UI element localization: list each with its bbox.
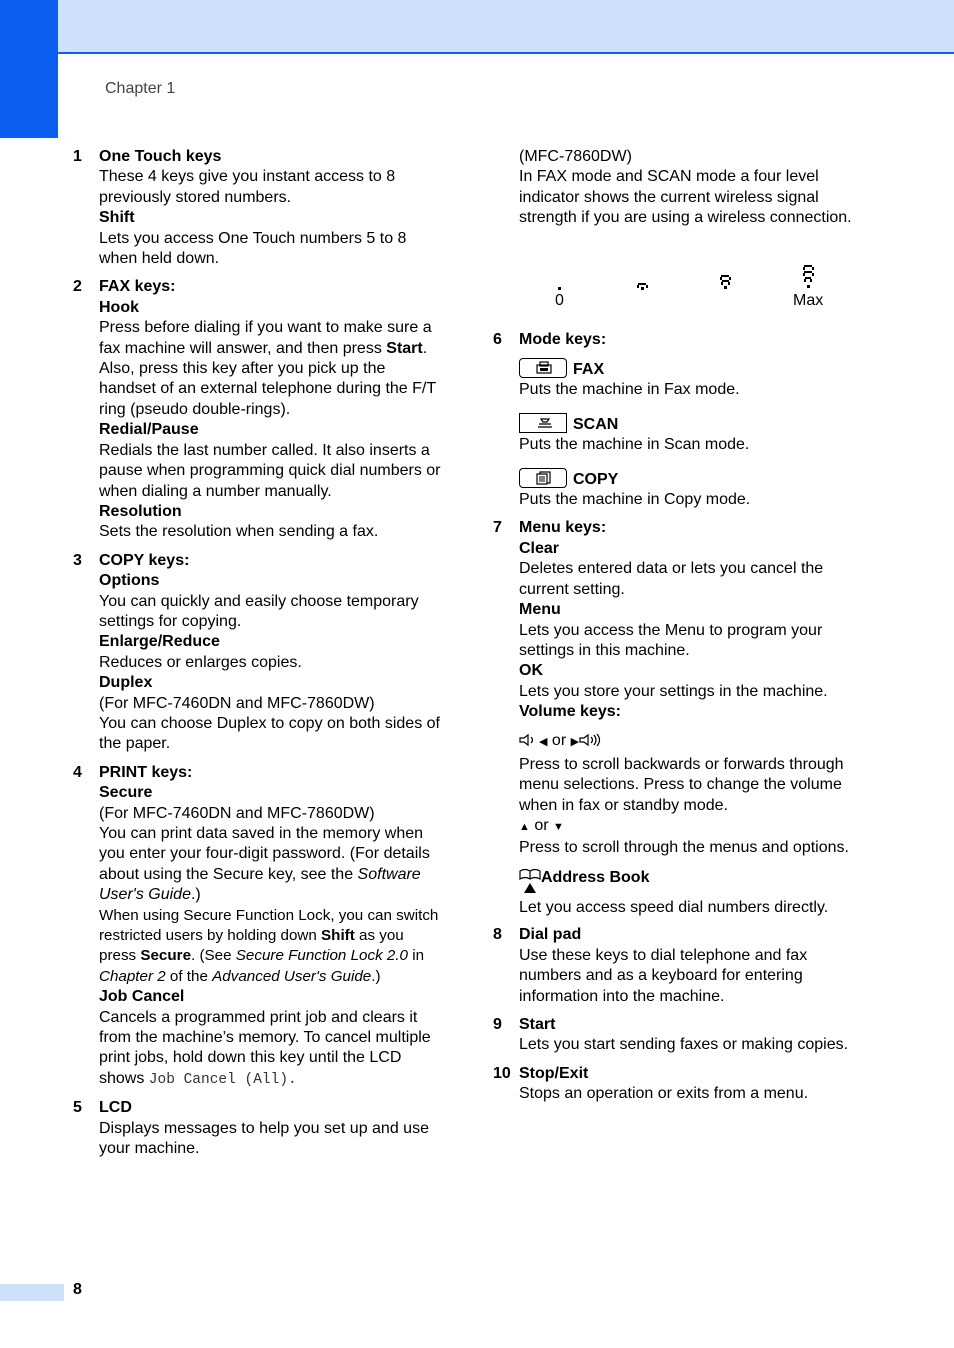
key-label: SCAN: [573, 415, 619, 433]
item-text: Lets you start sending faxes or making copies.: [519, 1036, 849, 1054]
item-copy-keys: [73, 551, 445, 755]
subheading: OK: [519, 662, 543, 680]
text-run: Press before dialing if you want to make sure a fax machine will answer, and then press: [99, 319, 432, 357]
item-mode-keys: [493, 330, 865, 511]
signal-indicator: [519, 229, 865, 315]
text-run: Shift: [321, 927, 355, 945]
volume-low-icon: [519, 733, 539, 747]
item-stop-exit: [493, 1064, 865, 1105]
text-run: .): [371, 967, 381, 985]
item-text: Redials the last number called. It also inserts a pause when programming quick dial numbers or when dialing a number manually.: [99, 441, 441, 500]
subheading: Clear: [519, 539, 560, 557]
key-label: Address Book: [541, 868, 650, 886]
down-arrow-icon: ▼: [553, 821, 564, 834]
signal-max-label: Max: [793, 291, 824, 309]
text-run: in: [408, 947, 425, 965]
item-number: 10: [493, 1064, 511, 1082]
item-number: 9: [493, 1016, 502, 1033]
item-title: FAX keys:: [99, 278, 176, 296]
subheading: Redial/Pause: [99, 421, 199, 439]
item-text: (For MFC-7460DN and MFC-7860DW): [99, 694, 375, 712]
item-title: Menu keys:: [519, 519, 607, 537]
text-run: . Also, press this key after you pick up the handset of an external telephone during the F/T ring (pseudo double-rings).: [99, 339, 436, 418]
subheading: Volume keys:: [519, 703, 621, 721]
or-text: or: [551, 731, 567, 749]
subheading: Enlarge/Reduce: [99, 633, 220, 651]
item-text: You can choose Duplex to copy on both sides of the paper.: [99, 714, 440, 753]
up-down-keys-row: [519, 816, 865, 837]
item-text: Press to scroll backwards or forwards through menu selections. Press to change the volume when in fax or standby mode.: [519, 755, 844, 814]
text-run: . (See: [191, 947, 236, 965]
item-text: Lets you access One Touch numbers 5 to 8 when held down.: [99, 229, 407, 268]
item-text: Stops an operation or exits from a menu.: [519, 1085, 809, 1103]
signal-min-label: 0: [555, 291, 564, 309]
item-text: (For MFC-7460DN and MFC-7860DW): [99, 804, 375, 822]
item-text: Deletes entered data or lets you cancel the current setting.: [519, 560, 824, 598]
chapter-tab: [0, 0, 58, 138]
chapter-label: Chapter 1: [105, 80, 176, 97]
subheading: Menu: [519, 601, 561, 619]
item-start: [493, 1015, 865, 1056]
scan-mode-key[interactable]: [519, 413, 865, 435]
text-run: Software User's Guide: [99, 865, 421, 904]
page-number-tab: [0, 1284, 64, 1301]
item-print-keys: [73, 763, 445, 1091]
item-text: These 4 keys give you instant access to 8 previously stored numbers.: [99, 168, 396, 206]
item-number: 3: [73, 551, 82, 569]
header-band: [58, 0, 954, 54]
text-run: of the: [165, 967, 213, 985]
item-text: Puts the machine in Scan mode.: [519, 436, 750, 454]
item-title: COPY keys:: [99, 551, 190, 569]
item-text: Press to scroll through the menus and options.: [519, 838, 849, 856]
model-label: (MFC-7860DW): [519, 148, 632, 165]
text-run: Secure: [140, 947, 192, 965]
key-label: COPY: [573, 470, 619, 488]
right-column: [493, 147, 865, 1105]
text-run: You can print data saved in the memory when you enter your four-digit password. (For details about using the Secure key, see the: [99, 825, 430, 883]
item-text: Use these keys to dial telephone and fax numbers and as a keyboard for entering information into the machine.: [519, 946, 808, 1005]
item-text: [99, 824, 445, 906]
item-text: Puts the machine in Copy mode.: [519, 491, 751, 509]
item-number: 4: [73, 763, 82, 781]
item-text: Lets you store your settings in the machine.: [519, 682, 828, 700]
left-arrow-icon: ◀: [539, 735, 548, 748]
item-number: 5: [73, 1099, 82, 1117]
item-text: Lets you access the Menu to program your settings in this machine.: [519, 621, 823, 659]
up-arrow-icon: ▲: [519, 821, 530, 834]
copy-key-icon: [519, 468, 567, 488]
subheading: Resolution: [99, 502, 182, 520]
or-text: or: [534, 817, 549, 835]
text-run: Advanced User's Guide: [212, 967, 372, 985]
key-label: FAX: [573, 361, 605, 379]
item-fax-keys: [73, 277, 445, 542]
item-number: 6: [493, 330, 502, 348]
item-title: Stop/Exit: [519, 1064, 589, 1082]
item-title: One Touch keys: [99, 148, 222, 165]
text-run: as you press: [99, 927, 404, 965]
item-lcd: [73, 1098, 445, 1159]
text-run: Chapter 2: [99, 967, 166, 985]
item-text: [99, 1008, 445, 1091]
volume-high-icon: [579, 733, 603, 747]
note-text: [99, 906, 445, 988]
item-text: Let you access speed dial numbers directly.: [519, 898, 829, 916]
item-title: Dial pad: [519, 926, 582, 944]
subheading: Secure: [99, 784, 153, 802]
subheading: Duplex: [99, 674, 153, 692]
text-run: Secure Function Lock 2.0: [235, 947, 409, 965]
subheading: Hook: [99, 298, 139, 316]
subheading: Shift: [99, 209, 135, 227]
subheading: Job Cancel: [99, 988, 185, 1006]
copy-mode-key[interactable]: [519, 468, 865, 490]
page-number: 8: [73, 1281, 82, 1298]
item-number: 8: [493, 926, 502, 944]
text-run: When using Secure Function Lock, you can switch restricted users by holding down: [99, 906, 439, 945]
item-text: Puts the machine in Fax mode.: [519, 381, 740, 399]
address-book-key[interactable]: [519, 868, 865, 894]
text-run: Start: [386, 339, 423, 357]
item-text: You can quickly and easily choose temporary settings for copying.: [99, 592, 419, 630]
item-dial-pad: [493, 925, 865, 1007]
scan-key-icon: [519, 413, 567, 433]
text-run: Cancels a programmed print job and clears it from the machine’s memory. To cancel multiple print jobs, hold down this key until the LCD shows: [99, 1008, 431, 1087]
volume-keys-row: [519, 731, 865, 752]
item-menu-keys: [493, 518, 865, 918]
text-run: .: [288, 1071, 297, 1088]
item-text: Displays messages to help you set up and use your machine.: [99, 1119, 429, 1158]
text-run: .): [190, 886, 201, 904]
wireless-text: In FAX mode and SCAN mode a four level indicator shows the current wireless signal strength if you are using a wireless connection.: [519, 168, 852, 227]
right-arrow-icon: ▶: [570, 735, 580, 748]
lcd-text: Job Cancel (All): [148, 1071, 289, 1088]
item-number: 7: [493, 519, 502, 537]
address-book-icon: [519, 868, 541, 894]
item-one-touch: [73, 147, 445, 269]
subheading: Options: [99, 572, 160, 590]
fax-key-icon: [519, 358, 567, 378]
wireless-section: [493, 147, 865, 315]
item-number: 2: [73, 278, 82, 296]
item-title: PRINT keys:: [99, 763, 193, 781]
item-title: Start: [519, 1016, 556, 1033]
item-title: LCD: [99, 1099, 132, 1117]
left-column: [73, 147, 445, 1160]
fax-mode-key[interactable]: [519, 358, 865, 380]
item-text: Sets the resolution when sending a fax.: [99, 523, 379, 541]
item-text: Reduces or enlarges copies.: [99, 653, 302, 671]
item-number: 1: [73, 148, 82, 165]
item-title: Mode keys:: [519, 330, 607, 348]
item-text: [99, 318, 445, 420]
